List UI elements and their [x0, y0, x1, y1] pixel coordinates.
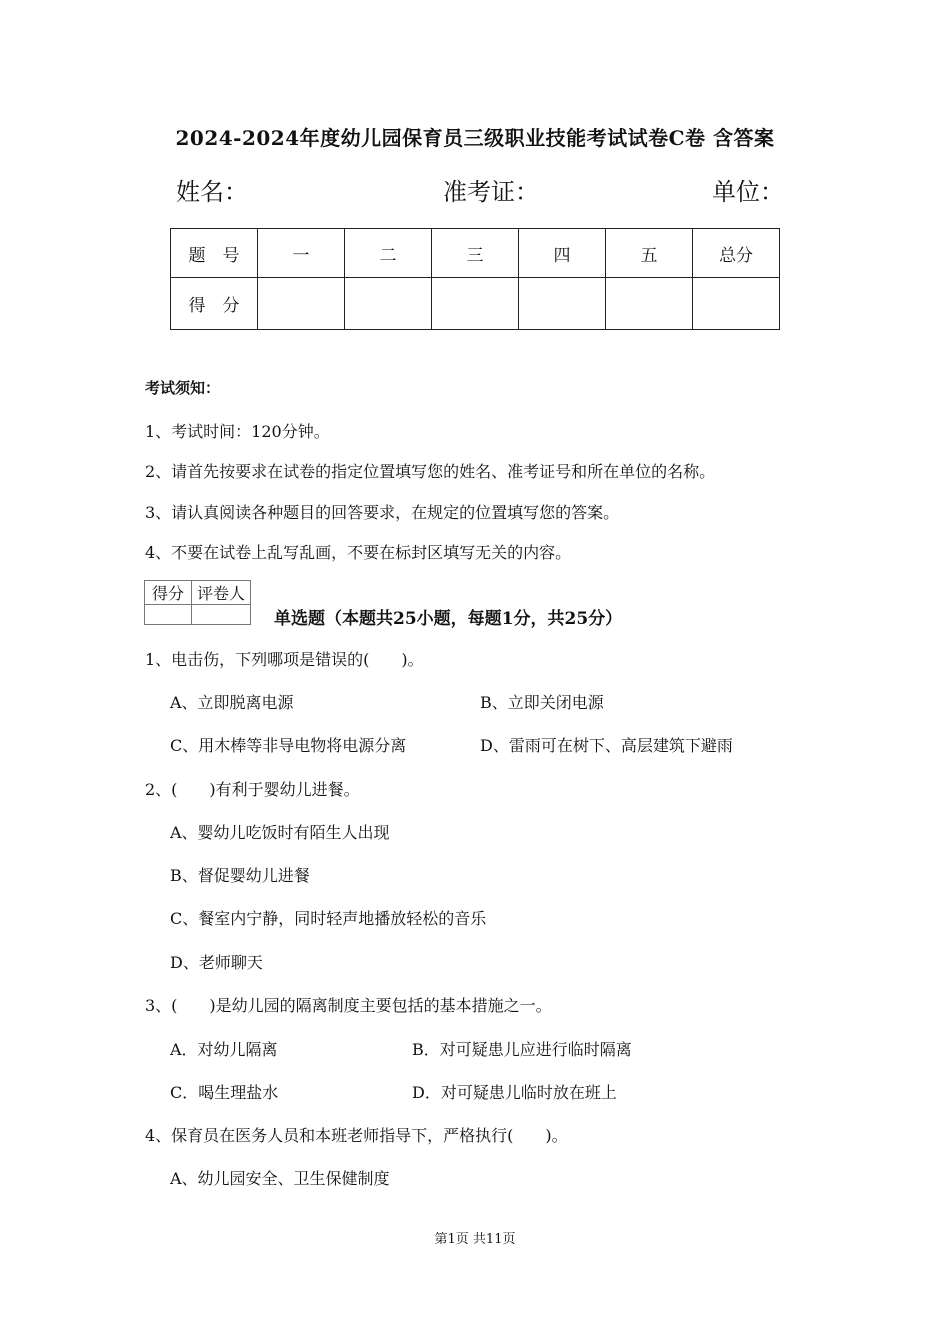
score-header-cell: 五 — [606, 229, 693, 278]
question-stem: 3、( )是幼儿园的隔离制度主要包括的基本措施之一。 — [145, 996, 552, 1015]
score-header-cell: 三 — [432, 229, 519, 278]
question-option[interactable]: D．对可疑患儿临时放在班上 — [412, 1083, 617, 1102]
score-cell[interactable] — [432, 278, 519, 330]
grader-score-label: 得分 — [145, 581, 192, 605]
notice-heading: 考试须知： — [145, 379, 221, 397]
score-cell[interactable] — [258, 278, 345, 330]
score-cell[interactable] — [345, 278, 432, 330]
notice-item: 4、不要在试卷上乱写乱画，不要在标封区填写无关的内容。 — [145, 543, 572, 562]
score-cell[interactable] — [606, 278, 693, 330]
score-table-score-row — [171, 278, 780, 330]
score-table — [170, 228, 780, 330]
grader-reviewer-label: 评卷人 — [192, 581, 251, 605]
question-option[interactable]: A、幼儿园安全、卫生保健制度 — [170, 1169, 390, 1188]
question-option[interactable]: C、用木棒等非导电物将电源分离 — [170, 736, 407, 755]
score-header-cell: 四 — [519, 229, 606, 278]
score-header-cell: 二 — [345, 229, 432, 278]
score-header-cell: 题 号 — [171, 229, 258, 278]
question-option[interactable]: C．喝生理盐水 — [170, 1083, 279, 1102]
notice-item: 2、请首先按要求在试卷的指定位置填写您的姓名、准考证号和所在单位的名称。 — [145, 462, 716, 481]
score-table-header-row — [171, 229, 780, 278]
score-cell[interactable] — [519, 278, 606, 330]
score-row-label: 得 分 — [171, 278, 258, 330]
score-header-cell: 总分 — [693, 229, 780, 278]
question-stem: 2、( )有利于婴幼儿进餐。 — [145, 780, 360, 799]
question-option[interactable]: B、督促婴幼儿进餐 — [170, 866, 310, 885]
question-option[interactable]: A、立即脱离电源 — [170, 693, 294, 712]
exam-id-field-label: 准考证： — [443, 178, 539, 206]
grader-score-cell[interactable] — [145, 605, 192, 625]
section-title: 单选题（本题共25小题，每题1分，共25分） — [274, 609, 623, 629]
exam-title: 2024-2024年度幼儿园保育员三级职业技能考试试卷C卷 含答案 — [175, 126, 775, 150]
question-stem: 4、保育员在医务人员和本班老师指导下，严格执行( )。 — [145, 1126, 568, 1145]
grader-reviewer-cell[interactable] — [192, 605, 251, 625]
notice-item: 3、请认真阅读各种题目的回答要求，在规定的位置填写您的答案。 — [145, 503, 620, 522]
name-field-label: 姓名： — [176, 178, 248, 206]
question-option[interactable]: A．对幼儿隔离 — [170, 1040, 278, 1059]
score-cell[interactable] — [693, 278, 780, 330]
notice-item: 1、考试时间：120分钟。 — [145, 422, 330, 441]
grader-table — [144, 580, 251, 625]
unit-field-label: 单位： — [712, 178, 784, 206]
score-header-cell: 一 — [258, 229, 345, 278]
question-stem: 1、电击伤，下列哪项是错误的( )。 — [145, 650, 424, 669]
question-option[interactable]: B、立即关闭电源 — [480, 693, 604, 712]
page-footer: 第1页 共11页 — [434, 1232, 516, 1247]
question-option[interactable]: A、婴幼儿吃饭时有陌生人出现 — [170, 823, 390, 842]
question-option[interactable]: B．对可疑患儿应进行临时隔离 — [412, 1040, 632, 1059]
question-option[interactable]: C、餐室内宁静，同时轻声地播放轻松的音乐 — [170, 909, 487, 928]
question-option[interactable]: D、雷雨可在树下、高层建筑下避雨 — [480, 736, 733, 755]
question-option[interactable]: D、老师聊天 — [170, 953, 263, 972]
